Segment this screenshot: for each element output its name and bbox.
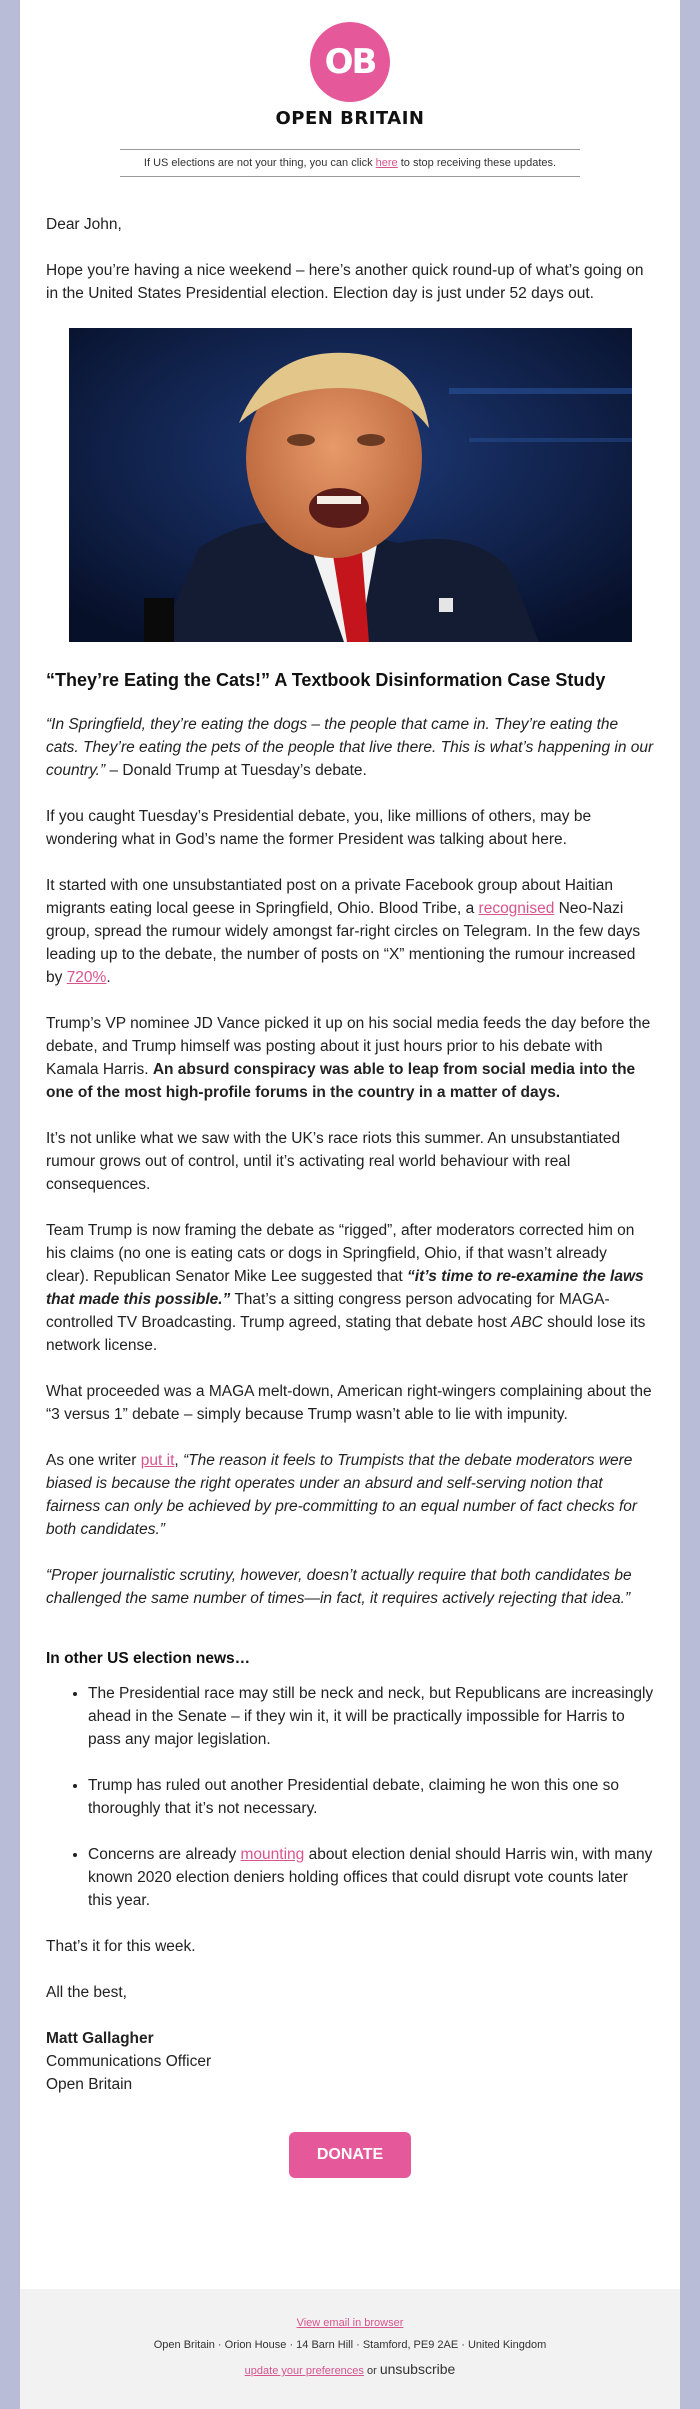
720-percent-link[interactable]: 720% <box>66 969 107 986</box>
put-it-link[interactable]: put it <box>140 1452 175 1469</box>
signature-name: Matt Gallagher <box>46 2030 154 2047</box>
unsubscribe-link[interactable]: unsubscribe <box>379 2361 456 2377</box>
item3-text-b: about election denial should Harris win, with many known 2020 election deniers holding offices that could disrupt vote counts later this year. <box>88 1846 653 1909</box>
donate-button[interactable]: DONATE <box>289 2132 411 2178</box>
footer-address: Open Britain · Orion House · 14 Barn Hill · Stamford, PE9 2AE · United Kingdom <box>153 2339 547 2351</box>
view-in-browser-link[interactable]: View email in browser <box>296 2317 404 2329</box>
other-news-list <box>46 1682 654 1912</box>
p5-text-c: should lose its network license. <box>46 1314 646 1354</box>
article-paragraph-6: What proceeded was a MAGA melt-down, American right-wingers complaining about the “3 versus 1” debate – simply because Trump wasn’t able to lie with impunity. <box>46 1383 652 1423</box>
hero-image-trump <box>69 328 632 642</box>
email-content <box>20 213 680 2178</box>
email-body <box>20 0 680 2409</box>
item3-text-a: Concerns are already <box>88 1846 241 1863</box>
unsub-here-link[interactable]: here <box>375 157 398 169</box>
article-paragraph-2 <box>46 874 654 989</box>
signature-org: Open Britain <box>46 2076 133 2093</box>
topic-unsubscribe-bar <box>120 149 580 177</box>
mounting-link[interactable]: mounting <box>240 1846 305 1863</box>
article-paragraph-5 <box>46 1219 654 1357</box>
p5-text-b: That’s a sitting congress person advocating for MAGA-controlled TV Broadcasting. Trump agreed, stating that debate host <box>46 1291 610 1331</box>
article-title: “They’re Eating the Cats!” A Textbook Disinformation Case Study <box>46 670 606 690</box>
p2-text-c: . <box>106 969 111 986</box>
hero-photo-illustration <box>69 328 632 642</box>
logo-initials: OB <box>324 42 376 82</box>
article-paragraph-1: If you caught Tuesday’s Presidential debate, you, like millions of others, may be wondering what in God’s name the former President was talking about here. <box>46 808 592 848</box>
news-item-election-denial <box>88 1843 654 1912</box>
recognised-link[interactable]: recognised <box>478 900 555 917</box>
p7-text-b: , <box>174 1452 183 1469</box>
trump-quote-paragraph <box>46 713 654 782</box>
email-footer <box>20 2289 680 2409</box>
article-paragraph-3 <box>46 1012 654 1104</box>
other-news-heading: In other US election news… <box>46 1650 251 1667</box>
footer-preferences <box>20 2361 680 2377</box>
signature-role: Communications Officer <box>46 2053 212 2070</box>
article-paragraph-8 <box>46 1564 654 1610</box>
p2-text-b: Neo-Nazi group, spread the rumour widely amongst far-right circles on Telegram. In the few days leading up to the debate, the number of posts on “X” mentioning the rumour increased by <box>46 900 641 986</box>
quote-attribution: – Donald Trump at Tuesday’s debate. <box>105 762 367 779</box>
abc-name: ABC <box>511 1314 543 1331</box>
logo-wordmark: OPEN BRITAIN <box>275 108 425 129</box>
unsub-bar-text-after: to stop receiving these updates. <box>397 157 557 169</box>
p7-text-a: As one writer <box>46 1452 141 1469</box>
sign-off: All the best, <box>46 1984 127 2001</box>
p2-text-a: It started with one unsubstantiated post on a private Facebook group about Haitian migrants eating local geese in Springfield, Ohio. Blood Tribe, a <box>46 877 613 917</box>
footer-or: or <box>363 2365 380 2377</box>
unsub-bar-text: If US elections are not your thing, you can click <box>143 157 376 169</box>
p5-text-a: Team Trump is now framing the debate as “rigged”, after moderators corrected him on his claims (no one is eating cats or dogs in Springfield, Ohio, if that wasn’t already clear). Republican Senator Mike Lee suggested that <box>46 1222 635 1285</box>
p3-bold: An absurd conspiracy was able to leap from social media into the one of the most high-profile forums in the country in a matter of days. <box>46 1061 636 1101</box>
greeting: Dear John, <box>46 216 122 233</box>
email-header <box>20 0 680 177</box>
intro-paragraph: Hope you’re having a nice weekend – here’s another quick round-up of what’s going on in the United States Presidential election. Election day is just under 52 days out. <box>46 262 644 302</box>
mike-lee-quote: “it’s time to re-examine the laws that made this possible.” <box>46 1268 644 1308</box>
news-item-senate: • The Presidential race may still be neck and neck, but Republicans are increasingly ahead in the Senate – if they win it, it will be practically impossible for Harris to pass any major legislation. <box>88 1682 654 1751</box>
donate-wrapper <box>46 2132 654 2178</box>
update-preferences-link[interactable]: update your preferences <box>244 2365 364 2377</box>
news-item-debate: • Trump has ruled out another Presidential debate, claiming he won this one so thoroughly that it’s not necessary. <box>88 1774 654 1820</box>
article-paragraph-4: It’s not unlike what we saw with the UK’s race riots this summer. An unsubstantiated rumour grows out of control, until it’s activating real world behaviour with real consequences. <box>46 1130 621 1193</box>
writer-quote-2: “Proper journalistic scrutiny, however, doesn’t actually require that both candidates be challenged the same number of times—in fact, it requires actively rejecting that idea.” <box>46 1567 632 1607</box>
article-paragraph-7 <box>46 1449 654 1541</box>
writer-quote: “The reason it feels to Trumpists that the debate moderators were biased is because the right operates under an absurd and self-serving notion that fairness can only be achieved by pre-committing to an equal number of fact checks for both candidates.” <box>46 1452 638 1538</box>
signature <box>46 2027 654 2096</box>
trump-quote: “In Springfield, they’re eating the dogs – the people that came in. They’re eating the cats. They’re eating the pets of the people that live there. This is what’s happening in our country.” <box>46 716 654 779</box>
p3-text: Trump’s VP nominee JD Vance picked it up on his social media feeds the day before the debate, and Trump himself was posting about it just hours prior to his debate with Kamala Harris. <box>46 1015 651 1078</box>
closing-line: That’s it for this week. <box>46 1938 196 1955</box>
open-britain-logo[interactable] <box>310 22 390 102</box>
